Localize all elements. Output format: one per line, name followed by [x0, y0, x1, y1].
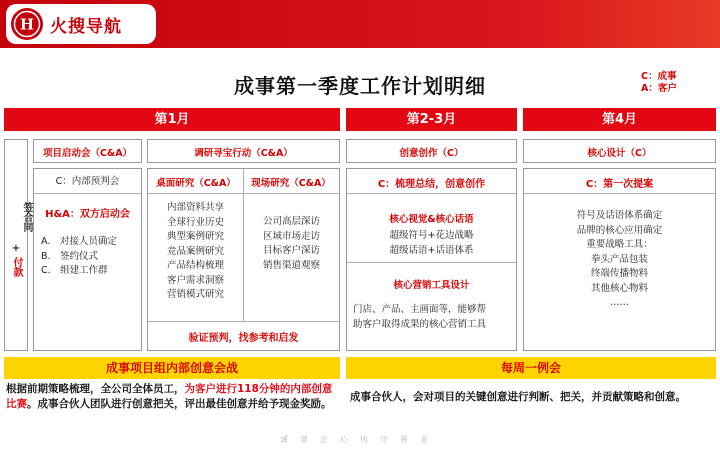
legend-a: A：客户	[641, 83, 677, 94]
marketing-tools-desc	[353, 303, 486, 332]
creative-title: 创意创作（C）	[399, 148, 464, 159]
kickoff-detail-box	[33, 168, 142, 351]
desk-item: 营销模式研究	[166, 289, 224, 300]
divider	[347, 193, 516, 194]
weekly-meeting-bar: 每周一例会	[346, 357, 716, 379]
research-title-box	[147, 139, 340, 163]
kickoff-item: B. 签约仪式	[41, 250, 99, 262]
creative-battle-text-b: 。成事合伙人团队进行创意把关，评出最佳创意并给予现金奖励。	[27, 398, 332, 410]
weekly-meeting-text: 成事合伙人，会对项目的关键创意进行判断、把关，并贡献策略和创意。	[350, 391, 686, 403]
creative-battle-text-a: 根据前期策略梳理，全公司全体员工，	[6, 383, 185, 395]
desk-item: 全球行业历史	[166, 216, 224, 228]
kickoff-ha-title: H&A：双方启动会	[45, 209, 130, 220]
tools-line: 门店、产品、主画面等，能够帮	[353, 304, 487, 315]
plus-sign: +	[11, 243, 21, 254]
core-visual-items	[347, 229, 516, 258]
field-research-items	[244, 215, 339, 273]
desk-item: 典型案例研究	[166, 231, 224, 242]
kickoff-items	[41, 235, 117, 279]
research-detail-box	[147, 168, 340, 351]
core-item: 超级话语+话语体系	[389, 244, 474, 256]
desk-item: 竞品案例研究	[166, 245, 224, 257]
verify-text: 验证预判，找参考和启发	[188, 333, 299, 344]
creative-battle-text	[6, 382, 340, 412]
divider	[148, 193, 339, 194]
desk-item: 内部资料共享	[166, 202, 224, 213]
kickoff-c-prep: C：内部预判会	[55, 176, 120, 187]
tools-line: 助客户取得成果的核心营销工具	[353, 318, 487, 330]
phase-bar-month1: 第1月	[4, 108, 340, 131]
desk-item: 客户需求洞察	[166, 274, 224, 286]
field-item: 销售渠道观察	[262, 259, 320, 271]
field-item: 区域市场走访	[262, 230, 320, 242]
divider	[34, 193, 141, 194]
design-item: 终端传播物料	[590, 268, 648, 279]
kickoff-title-box	[33, 139, 142, 163]
design-item: 其他核心物料	[590, 282, 648, 294]
divider	[524, 193, 715, 194]
desk-research-items	[148, 201, 243, 303]
kickoff-title: 项目启动会（C&A）	[42, 148, 133, 159]
creative-battle-bar: 成事项目组内部创意会战	[4, 357, 340, 379]
footer-motto: 诚意正心执守善业	[280, 435, 440, 444]
design-item: 重要战略工具：	[586, 239, 653, 250]
field-research-title: 现场研究（C&A）	[251, 178, 331, 189]
sign-contract-column	[4, 139, 32, 351]
slide	[0, 48, 720, 450]
phase-bar-month4: 第4月	[523, 108, 716, 131]
core-visual-title: 核心视觉&核心话语	[389, 214, 474, 225]
desk-research-title: 桌面研究（C&A）	[156, 178, 236, 189]
legend	[641, 71, 677, 95]
divider	[347, 262, 516, 263]
core-item: 超级符号+花边战略	[389, 230, 474, 241]
creative-detail-box	[346, 168, 517, 351]
app-logo[interactable]	[6, 4, 156, 44]
pay-text: 付款	[11, 257, 22, 277]
creative-title-box	[346, 139, 517, 163]
design-item: ……	[610, 297, 629, 308]
field-item: 公司高层深访	[262, 216, 320, 227]
app-name: 火搜导航	[50, 17, 122, 37]
kickoff-item: A. 对接人员确定	[41, 236, 117, 247]
legend-c: C：成事	[641, 71, 677, 82]
core-design-detail-box	[523, 168, 716, 351]
core-design-sub: C：第一次提案	[585, 179, 654, 190]
marketing-tools-title: 核心营销工具设计	[393, 280, 470, 291]
creative-battle-highlight: 为客户进行118分钟的内部创意比赛	[6, 383, 333, 410]
core-design-items	[524, 209, 715, 311]
svg-text:H: H	[19, 15, 35, 34]
divider	[148, 321, 339, 322]
phase-bar-month2-3: 第2-3月	[346, 108, 517, 131]
top-header-bar	[0, 0, 720, 48]
core-design-title: 核心设计（C）	[587, 148, 652, 159]
creative-sub: C：梳理总结，创意创作	[377, 179, 486, 190]
sign-text: 签合同	[21, 202, 32, 232]
page-title: 成事第一季度工作计划明细	[234, 74, 486, 98]
brand-logo-icon	[10, 7, 44, 41]
field-item: 目标客户深访	[262, 245, 320, 256]
design-item: 品牌的核心应用确定	[576, 224, 663, 236]
core-design-title-box	[523, 139, 716, 163]
design-item: 拳头产品包装	[590, 253, 648, 265]
desk-item: 产品结构梳理	[166, 260, 224, 271]
design-item: 符号及话语体系确定	[576, 210, 663, 221]
research-title: 调研寻宝行动（C&A）	[194, 148, 293, 159]
kickoff-item: C. 组建工作群	[41, 265, 108, 276]
